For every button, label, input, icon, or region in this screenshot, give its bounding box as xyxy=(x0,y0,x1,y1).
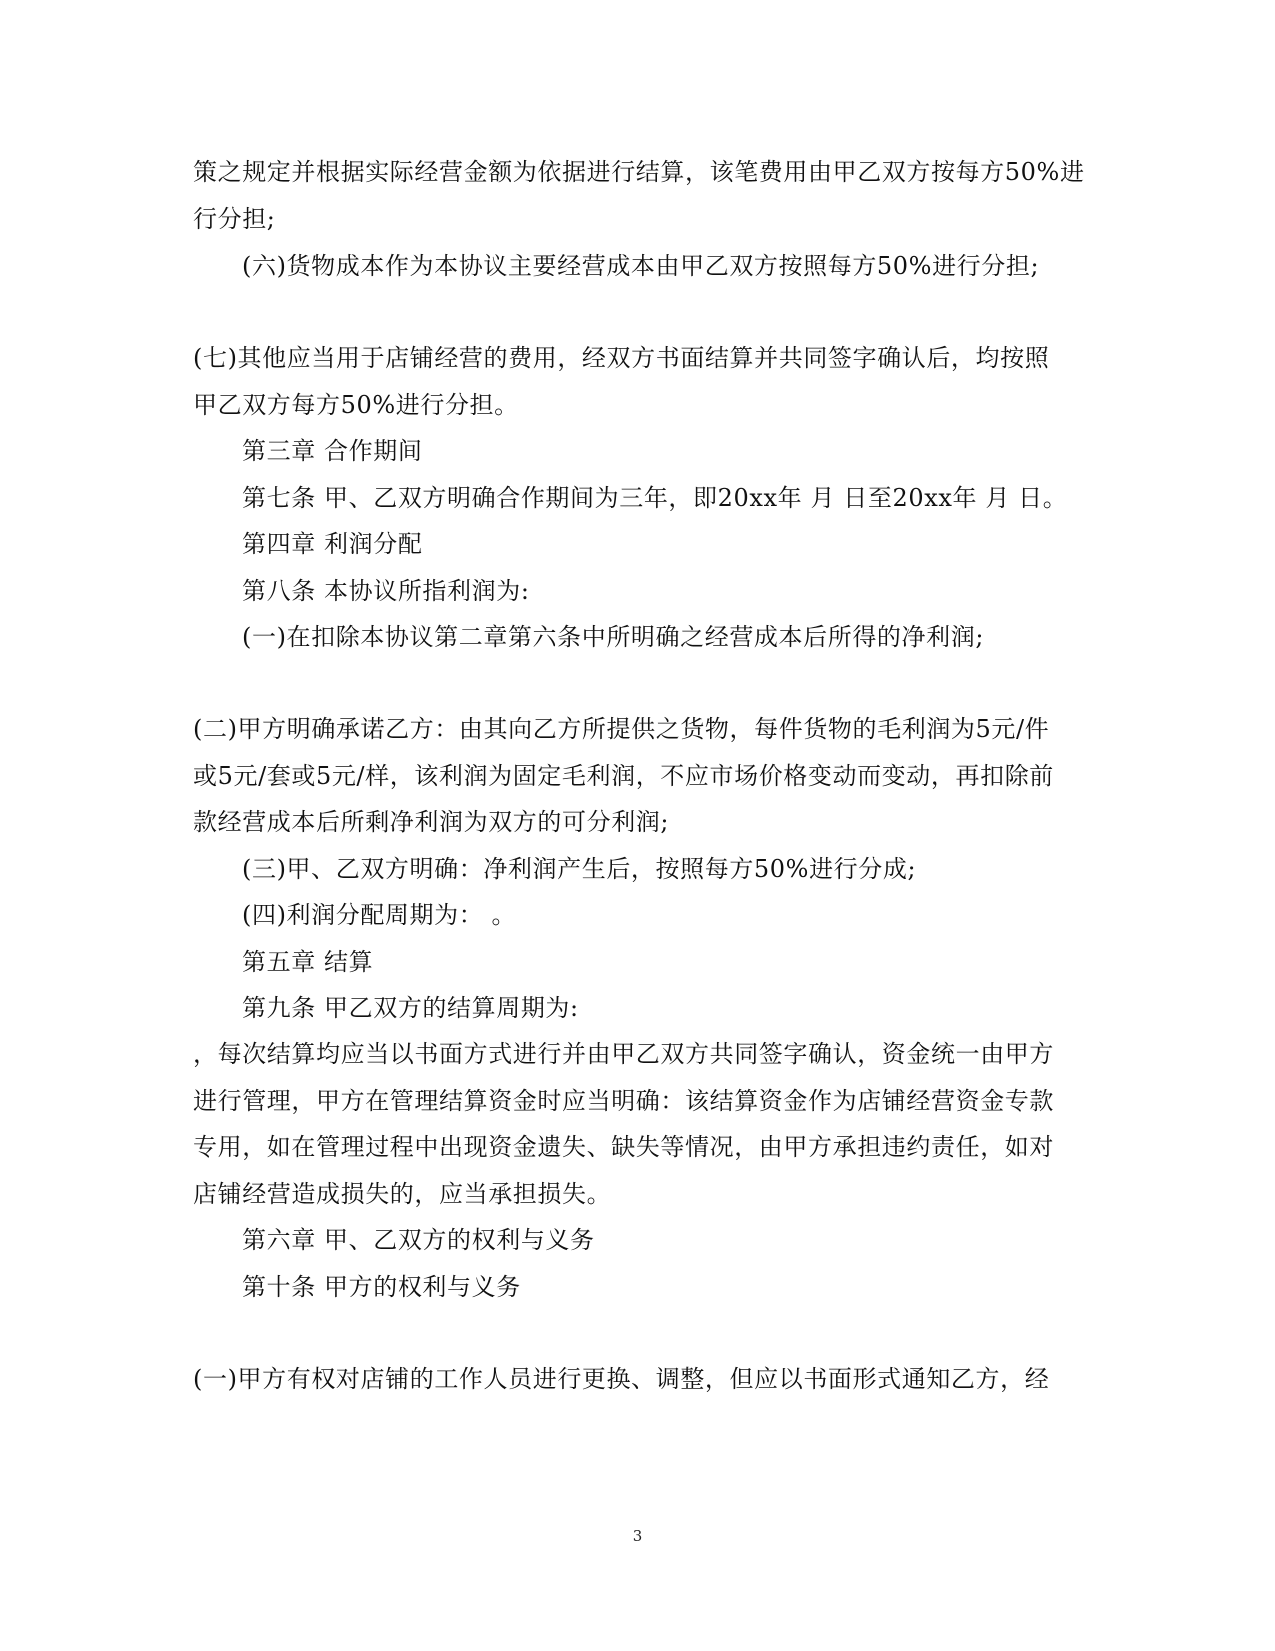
text-line: 第九条 甲乙双方的结算周期为: xyxy=(242,994,579,1022)
text-line: 或5元/套或5元/样，该利润为固定毛利润，不应市场价格变动而变动，再扣除前 xyxy=(193,762,1054,790)
text-line: (七)其他应当用于店铺经营的费用，经双方书面结算并共同签字确认后，均按照 xyxy=(193,344,1050,372)
chapter-heading: 第五章 结算 xyxy=(242,948,374,976)
text-line: 第十条 甲方的权利与义务 xyxy=(242,1273,521,1301)
text-line: (二)甲方明确承诺乙方：由其向乙方所提供之货物，每件货物的毛利润为5元/件 xyxy=(193,715,1050,743)
chapter-heading: 第六章 甲、乙双方的权利与义务 xyxy=(242,1226,595,1254)
text-line: (六)货物成本作为本协议主要经营成本由甲乙双方按照每方50%进行分担; xyxy=(242,252,1040,280)
text-line: ，每次结算均应当以书面方式进行并由甲乙双方共同签字确认，资金统一由甲方 xyxy=(193,1040,1054,1068)
text-line: 第七条 甲、乙双方明确合作期间为三年，即20xx年 月 日至20xx年 月 日。 xyxy=(242,484,1068,512)
text-line: 款经营成本后所剩净利润为双方的可分利润; xyxy=(193,808,670,836)
text-line: (四)利润分配周期为： 。 xyxy=(242,901,517,929)
page-number: 3 xyxy=(632,1527,643,1545)
text-line: (一)在扣除本协议第二章第六条中所明确之经营成本后所得的净利润; xyxy=(242,623,985,651)
chapter-heading: 第三章 合作期间 xyxy=(242,437,423,465)
text-line: 进行管理，甲方在管理结算资金时应当明确：该结算资金作为店铺经营资金专款 xyxy=(193,1087,1054,1115)
text-line: 行分担; xyxy=(193,205,276,233)
text-line: 第八条 本协议所指利润为: xyxy=(242,577,530,605)
text-line: 甲乙双方每方50%进行分担。 xyxy=(193,391,519,419)
chapter-heading: 第四章 利润分配 xyxy=(242,530,423,558)
text-line: (三)甲、乙双方明确：净利润产生后，按照每方50%进行分成; xyxy=(242,855,917,883)
text-line: 专用，如在管理过程中出现资金遗失、缺失等情况，由甲方承担违约责任，如对 xyxy=(193,1133,1054,1161)
text-line: 店铺经营造成损失的，应当承担损失。 xyxy=(193,1180,612,1208)
text-line: 策之规定并根据实际经营金额为依据进行结算，该笔费用由甲乙双方按每方50%进 xyxy=(193,158,1085,186)
text-line: (一)甲方有权对店铺的工作人员进行更换、调整，但应以书面形式通知乙方，经 xyxy=(193,1365,1050,1393)
